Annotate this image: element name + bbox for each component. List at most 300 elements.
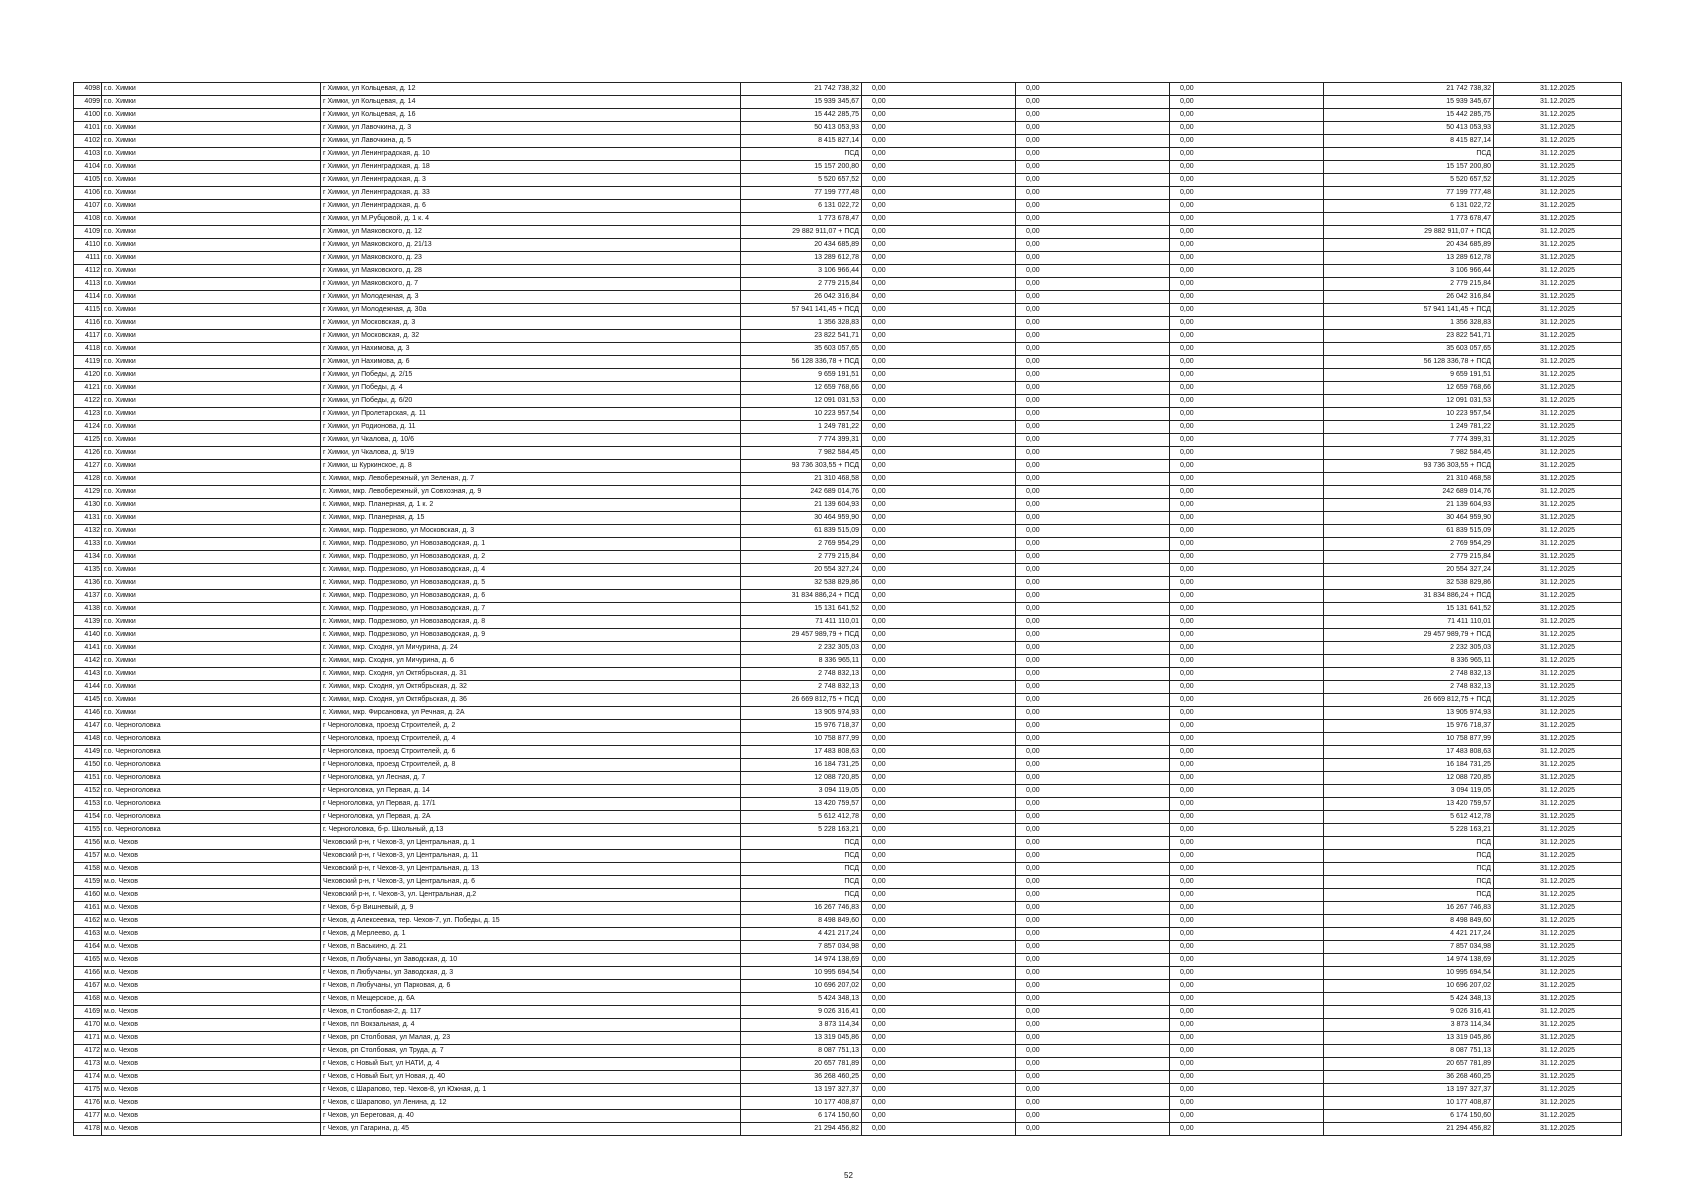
sum-col-3-cell: 0,00 <box>1016 551 1170 564</box>
sum-total-2-cell: 26 042 316,84 <box>1324 291 1494 304</box>
sum-col-2-cell: 0,00 <box>862 135 1016 148</box>
sum-col-3-cell: 0,00 <box>1016 1097 1170 1110</box>
row-number-cell: 4167 <box>74 980 102 993</box>
sum-col-3-cell: 0,00 <box>1016 1084 1170 1097</box>
address-cell: г Химки, ул Нахимова, д. 6 <box>321 356 741 369</box>
municipality-cell: м.о. Чехов <box>102 915 321 928</box>
sum-col-2-cell: 0,00 <box>862 1032 1016 1045</box>
deadline-date-cell: 31.12.2025 <box>1494 421 1622 434</box>
address-cell: г. Химки, мкр. Подрезково, ул Новозаводская, д. 5 <box>321 577 741 590</box>
sum-total-2-cell: 16 267 746,83 <box>1324 902 1494 915</box>
sum-col-2-cell: 0,00 <box>862 434 1016 447</box>
sum-total-2-cell: 13 319 045,86 <box>1324 1032 1494 1045</box>
total-sum-cell: 10 995 694,54 <box>741 967 862 980</box>
sum-col-2-cell: 0,00 <box>862 772 1016 785</box>
row-number-cell: 4101 <box>74 122 102 135</box>
sum-col-4-cell: 0,00 <box>1170 629 1324 642</box>
table-row <box>74 226 1622 239</box>
sum-total-2-cell: 10 223 957,54 <box>1324 408 1494 421</box>
sum-total-2-cell: 2 748 832,13 <box>1324 668 1494 681</box>
sum-total-2-cell: 1 356 328,83 <box>1324 317 1494 330</box>
row-number-cell: 4102 <box>74 135 102 148</box>
row-number-cell: 4117 <box>74 330 102 343</box>
deadline-date-cell: 31.12.2025 <box>1494 330 1622 343</box>
sum-col-4-cell: 0,00 <box>1170 915 1324 928</box>
sum-col-4-cell: 0,00 <box>1170 824 1324 837</box>
address-cell: г Черноголовка, проезд Строителей, д. 8 <box>321 759 741 772</box>
table-row <box>74 434 1622 447</box>
table-row <box>74 798 1622 811</box>
municipality-cell: г.о. Химки <box>102 200 321 213</box>
address-cell: г Химки, ул Родионова, д. 11 <box>321 421 741 434</box>
deadline-date-cell: 31.12.2025 <box>1494 161 1622 174</box>
sum-col-3-cell: 0,00 <box>1016 577 1170 590</box>
address-cell: г Чехов, п Любучаны, ул Заводская, д. 10 <box>321 954 741 967</box>
sum-col-2-cell: 0,00 <box>862 876 1016 889</box>
address-cell: Чеховский р-н, г Чехов-3, ул Центральная, д. 1 <box>321 837 741 850</box>
sum-total-2-cell: 9 026 316,41 <box>1324 1006 1494 1019</box>
sum-col-4-cell: 0,00 <box>1170 434 1324 447</box>
table-row <box>74 1019 1622 1032</box>
total-sum-cell: 2 769 954,29 <box>741 538 862 551</box>
sum-col-3-cell: 0,00 <box>1016 460 1170 473</box>
sum-total-2-cell: ПСД <box>1324 876 1494 889</box>
municipality-cell: г.о. Химки <box>102 135 321 148</box>
sum-col-4-cell: 0,00 <box>1170 460 1324 473</box>
address-cell: г Химки, ул Московская, д. 3 <box>321 317 741 330</box>
sum-col-4-cell: 0,00 <box>1170 135 1324 148</box>
address-cell: г Химки, ул Победы, д. 6/20 <box>321 395 741 408</box>
deadline-date-cell: 31.12.2025 <box>1494 668 1622 681</box>
sum-total-2-cell: ПСД <box>1324 863 1494 876</box>
municipality-cell: г.о. Химки <box>102 616 321 629</box>
total-sum-cell: 12 659 768,66 <box>741 382 862 395</box>
address-cell: г. Химки, мкр. Левобережный, ул Зеленая, д. 7 <box>321 473 741 486</box>
deadline-date-cell: 31.12.2025 <box>1494 122 1622 135</box>
deadline-date-cell: 31.12.2025 <box>1494 369 1622 382</box>
table-row <box>74 252 1622 265</box>
sum-col-4-cell: 0,00 <box>1170 473 1324 486</box>
municipality-cell: г.о. Химки <box>102 213 321 226</box>
row-number-cell: 4119 <box>74 356 102 369</box>
table-row <box>74 343 1622 356</box>
municipality-cell: г.о. Химки <box>102 382 321 395</box>
sum-total-2-cell: 8 498 849,60 <box>1324 915 1494 928</box>
table-row <box>74 577 1622 590</box>
deadline-date-cell: 31.12.2025 <box>1494 1006 1622 1019</box>
municipality-cell: г.о. Черноголовка <box>102 772 321 785</box>
municipality-cell: м.о. Чехов <box>102 1071 321 1084</box>
municipality-cell: г.о. Химки <box>102 434 321 447</box>
deadline-date-cell: 31.12.2025 <box>1494 252 1622 265</box>
sum-col-3-cell: 0,00 <box>1016 824 1170 837</box>
table-row <box>74 941 1622 954</box>
sum-total-2-cell: 2 748 832,13 <box>1324 681 1494 694</box>
total-sum-cell: 9 659 191,51 <box>741 369 862 382</box>
sum-total-2-cell: ПСД <box>1324 850 1494 863</box>
deadline-date-cell: 31.12.2025 <box>1494 1032 1622 1045</box>
deadline-date-cell: 31.12.2025 <box>1494 278 1622 291</box>
row-number-cell: 4142 <box>74 655 102 668</box>
sum-col-3-cell: 0,00 <box>1016 772 1170 785</box>
sum-total-2-cell: ПСД <box>1324 148 1494 161</box>
sum-col-3-cell: 0,00 <box>1016 850 1170 863</box>
deadline-date-cell: 31.12.2025 <box>1494 889 1622 902</box>
municipality-cell: м.о. Чехов <box>102 1045 321 1058</box>
municipality-cell: г.о. Химки <box>102 460 321 473</box>
row-number-cell: 4100 <box>74 109 102 122</box>
sum-col-2-cell: 0,00 <box>862 1045 1016 1058</box>
sum-total-2-cell: 10 995 694,54 <box>1324 967 1494 980</box>
total-sum-cell: 15 976 718,37 <box>741 720 862 733</box>
municipality-cell: г.о. Черноголовка <box>102 720 321 733</box>
data-table <box>73 82 1622 1136</box>
municipality-cell: г.о. Химки <box>102 356 321 369</box>
table-row <box>74 187 1622 200</box>
sum-col-3-cell: 0,00 <box>1016 499 1170 512</box>
municipality-cell: г.о. Химки <box>102 96 321 109</box>
table-row <box>74 122 1622 135</box>
total-sum-cell: 7 774 399,31 <box>741 434 862 447</box>
sum-col-4-cell: 0,00 <box>1170 564 1324 577</box>
sum-col-2-cell: 0,00 <box>862 902 1016 915</box>
sum-col-2-cell: 0,00 <box>862 746 1016 759</box>
table-row <box>74 720 1622 733</box>
sum-col-4-cell: 0,00 <box>1170 707 1324 720</box>
sum-total-2-cell: 6 131 022,72 <box>1324 200 1494 213</box>
table-row <box>74 278 1622 291</box>
sum-total-2-cell: 21 294 456,82 <box>1324 1123 1494 1136</box>
sum-col-2-cell: 0,00 <box>862 1006 1016 1019</box>
municipality-cell: г.о. Химки <box>102 512 321 525</box>
sum-col-2-cell: 0,00 <box>862 252 1016 265</box>
total-sum-cell: 16 267 746,83 <box>741 902 862 915</box>
row-number-cell: 4152 <box>74 785 102 798</box>
municipality-cell: м.о. Чехов <box>102 1006 321 1019</box>
total-sum-cell: 3 094 119,05 <box>741 785 862 798</box>
sum-col-2-cell: 0,00 <box>862 1097 1016 1110</box>
sum-col-4-cell: 0,00 <box>1170 187 1324 200</box>
table-row <box>74 746 1622 759</box>
sum-col-2-cell: 0,00 <box>862 265 1016 278</box>
sum-col-4-cell: 0,00 <box>1170 1045 1324 1058</box>
total-sum-cell: 5 612 412,78 <box>741 811 862 824</box>
municipality-cell: г.о. Химки <box>102 525 321 538</box>
row-number-cell: 4109 <box>74 226 102 239</box>
table-row <box>74 837 1622 850</box>
table-row <box>74 772 1622 785</box>
total-sum-cell: 5 520 657,52 <box>741 174 862 187</box>
sum-col-4-cell: 0,00 <box>1170 122 1324 135</box>
table-row <box>74 213 1622 226</box>
sum-col-4-cell: 0,00 <box>1170 174 1324 187</box>
sum-col-2-cell: 0,00 <box>862 538 1016 551</box>
sum-col-2-cell: 0,00 <box>862 759 1016 772</box>
table-row <box>74 1071 1622 1084</box>
sum-col-3-cell: 0,00 <box>1016 395 1170 408</box>
municipality-cell: м.о. Чехов <box>102 1032 321 1045</box>
sum-col-4-cell: 0,00 <box>1170 1019 1324 1032</box>
municipality-cell: г.о. Химки <box>102 265 321 278</box>
address-cell: г. Химки, мкр. Сходня, ул Октябрьская, д. 32 <box>321 681 741 694</box>
row-number-cell: 4170 <box>74 1019 102 1032</box>
address-cell: г Химки, ул Лавочкина, д. 5 <box>321 135 741 148</box>
sum-col-3-cell: 0,00 <box>1016 642 1170 655</box>
address-cell: г Химки, ул Кольцевая, д. 16 <box>321 109 741 122</box>
sum-col-2-cell: 0,00 <box>862 395 1016 408</box>
row-number-cell: 4110 <box>74 239 102 252</box>
municipality-cell: г.о. Химки <box>102 343 321 356</box>
total-sum-cell: 7 982 584,45 <box>741 447 862 460</box>
sum-col-3-cell: 0,00 <box>1016 200 1170 213</box>
sum-col-2-cell: 0,00 <box>862 668 1016 681</box>
total-sum-cell: 32 538 829,86 <box>741 577 862 590</box>
deadline-date-cell: 31.12.2025 <box>1494 135 1622 148</box>
sum-col-3-cell: 0,00 <box>1016 1123 1170 1136</box>
municipality-cell: г.о. Черноголовка <box>102 811 321 824</box>
sum-col-3-cell: 0,00 <box>1016 564 1170 577</box>
total-sum-cell: 21 310 468,58 <box>741 473 862 486</box>
sum-col-4-cell: 0,00 <box>1170 733 1324 746</box>
sum-col-3-cell: 0,00 <box>1016 525 1170 538</box>
sum-col-4-cell: 0,00 <box>1170 980 1324 993</box>
sum-col-3-cell: 0,00 <box>1016 980 1170 993</box>
sum-col-4-cell: 0,00 <box>1170 161 1324 174</box>
deadline-date-cell: 31.12.2025 <box>1494 200 1622 213</box>
sum-col-4-cell: 0,00 <box>1170 486 1324 499</box>
table-row <box>74 681 1622 694</box>
sum-col-2-cell: 0,00 <box>862 369 1016 382</box>
row-number-cell: 4178 <box>74 1123 102 1136</box>
sum-total-2-cell: 29 457 989,79 + ПСД <box>1324 629 1494 642</box>
total-sum-cell: 31 834 886,24 + ПСД <box>741 590 862 603</box>
sum-total-2-cell: 21 742 738,32 <box>1324 83 1494 96</box>
address-cell: г. Химки, мкр. Сходня, ул Мичурина, д. 24 <box>321 642 741 655</box>
municipality-cell: м.о. Чехов <box>102 1097 321 1110</box>
address-cell: г. Химки, мкр. Подрезково, ул Новозаводская, д. 6 <box>321 590 741 603</box>
total-sum-cell: 21 139 604,93 <box>741 499 862 512</box>
deadline-date-cell: 31.12.2025 <box>1494 863 1622 876</box>
sum-col-4-cell: 0,00 <box>1170 395 1324 408</box>
table-row <box>74 733 1622 746</box>
address-cell: г Чехов, д Алексеевка, тер. Чехов-7, ул. Победы, д. 15 <box>321 915 741 928</box>
address-cell: г Черноголовка, проезд Строителей, д. 4 <box>321 733 741 746</box>
sum-col-3-cell: 0,00 <box>1016 863 1170 876</box>
sum-total-2-cell: 13 289 612,78 <box>1324 252 1494 265</box>
sum-total-2-cell: 20 657 781,89 <box>1324 1058 1494 1071</box>
sum-col-2-cell: 0,00 <box>862 629 1016 642</box>
sum-col-4-cell: 0,00 <box>1170 382 1324 395</box>
row-number-cell: 4135 <box>74 564 102 577</box>
table-row <box>74 408 1622 421</box>
sum-total-2-cell: 21 310 468,58 <box>1324 473 1494 486</box>
sum-col-3-cell: 0,00 <box>1016 174 1170 187</box>
municipality-cell: г.о. Химки <box>102 421 321 434</box>
address-cell: г Химки, ул Кольцевая, д. 12 <box>321 83 741 96</box>
sum-col-3-cell: 0,00 <box>1016 993 1170 1006</box>
row-number-cell: 4113 <box>74 278 102 291</box>
total-sum-cell: 9 026 316,41 <box>741 1006 862 1019</box>
table-row <box>74 564 1622 577</box>
table-row <box>74 707 1622 720</box>
sum-col-4-cell: 0,00 <box>1170 902 1324 915</box>
row-number-cell: 4129 <box>74 486 102 499</box>
deadline-date-cell: 31.12.2025 <box>1494 499 1622 512</box>
address-cell: г Черноголовка, ул Первая, д. 17/1 <box>321 798 741 811</box>
address-cell: г. Химки, мкр. Подрезково, ул Московская, д. 3 <box>321 525 741 538</box>
address-cell: г Химки, ул Московская, д. 32 <box>321 330 741 343</box>
municipality-cell: г.о. Химки <box>102 278 321 291</box>
row-number-cell: 4174 <box>74 1071 102 1084</box>
total-sum-cell: ПСД <box>741 889 862 902</box>
table-row <box>74 382 1622 395</box>
municipality-cell: г.о. Химки <box>102 291 321 304</box>
sum-col-3-cell: 0,00 <box>1016 291 1170 304</box>
deadline-date-cell: 31.12.2025 <box>1494 590 1622 603</box>
table-row <box>74 486 1622 499</box>
deadline-date-cell: 31.12.2025 <box>1494 850 1622 863</box>
table-row <box>74 304 1622 317</box>
sum-total-2-cell: 29 882 911,07 + ПСД <box>1324 226 1494 239</box>
sum-col-4-cell: 0,00 <box>1170 226 1324 239</box>
sum-col-3-cell: 0,00 <box>1016 486 1170 499</box>
row-number-cell: 4158 <box>74 863 102 876</box>
address-cell: г. Химки, мкр. Левобережный, ул Совхозная, д. 9 <box>321 486 741 499</box>
total-sum-cell: 61 839 515,09 <box>741 525 862 538</box>
sum-total-2-cell: 15 131 641,52 <box>1324 603 1494 616</box>
address-cell: г. Химки, мкр. Сходня, ул Мичурина, д. 6 <box>321 655 741 668</box>
sum-col-2-cell: 0,00 <box>862 850 1016 863</box>
municipality-cell: м.о. Чехов <box>102 967 321 980</box>
address-cell: г Черноголовка, ул Первая, д. 2А <box>321 811 741 824</box>
address-cell: г Химки, ул Ленинградская, д. 6 <box>321 200 741 213</box>
sum-col-2-cell: 0,00 <box>862 954 1016 967</box>
deadline-date-cell: 31.12.2025 <box>1494 954 1622 967</box>
sum-col-4-cell: 0,00 <box>1170 343 1324 356</box>
municipality-cell: г.о. Химки <box>102 590 321 603</box>
municipality-cell: м.о. Чехов <box>102 850 321 863</box>
address-cell: г Чехов, с Новый Быт, ул НАТИ, д. 4 <box>321 1058 741 1071</box>
deadline-date-cell: 31.12.2025 <box>1494 915 1622 928</box>
address-cell: г Химки, ул Маяковского, д. 28 <box>321 265 741 278</box>
deadline-date-cell: 31.12.2025 <box>1494 265 1622 278</box>
total-sum-cell: 10 758 877,99 <box>741 733 862 746</box>
sum-col-4-cell: 0,00 <box>1170 577 1324 590</box>
sum-col-3-cell: 0,00 <box>1016 278 1170 291</box>
total-sum-cell: 29 457 989,79 + ПСД <box>741 629 862 642</box>
deadline-date-cell: 31.12.2025 <box>1494 837 1622 850</box>
municipality-cell: м.о. Чехов <box>102 889 321 902</box>
total-sum-cell: 2 748 832,13 <box>741 668 862 681</box>
sum-col-4-cell: 0,00 <box>1170 1071 1324 1084</box>
row-number-cell: 4140 <box>74 629 102 642</box>
address-cell: г. Химки, мкр. Планерная, д. 15 <box>321 512 741 525</box>
sum-col-3-cell: 0,00 <box>1016 733 1170 746</box>
total-sum-cell: 21 294 456,82 <box>741 1123 862 1136</box>
sum-total-2-cell: 12 088 720,85 <box>1324 772 1494 785</box>
sum-total-2-cell: 2 779 215,84 <box>1324 551 1494 564</box>
municipality-cell: м.о. Чехов <box>102 876 321 889</box>
sum-col-3-cell: 0,00 <box>1016 304 1170 317</box>
table-row <box>74 538 1622 551</box>
sum-col-2-cell: 0,00 <box>862 447 1016 460</box>
address-cell: г. Химки, мкр. Подрезково, ул Новозаводская, д. 9 <box>321 629 741 642</box>
municipality-cell: г.о. Химки <box>102 694 321 707</box>
row-number-cell: 4120 <box>74 369 102 382</box>
sum-col-3-cell: 0,00 <box>1016 408 1170 421</box>
sum-col-2-cell: 0,00 <box>862 928 1016 941</box>
sum-col-3-cell: 0,00 <box>1016 759 1170 772</box>
sum-col-4-cell: 0,00 <box>1170 850 1324 863</box>
table-row <box>74 928 1622 941</box>
total-sum-cell: 20 657 781,89 <box>741 1058 862 1071</box>
sum-total-2-cell: 32 538 829,86 <box>1324 577 1494 590</box>
row-number-cell: 4154 <box>74 811 102 824</box>
row-number-cell: 4176 <box>74 1097 102 1110</box>
table-row <box>74 915 1622 928</box>
total-sum-cell: 1 356 328,83 <box>741 317 862 330</box>
address-cell: г Чехов, д Мерлеево, д. 1 <box>321 928 741 941</box>
table-row <box>74 954 1622 967</box>
sum-col-4-cell: 0,00 <box>1170 551 1324 564</box>
deadline-date-cell: 31.12.2025 <box>1494 1123 1622 1136</box>
municipality-cell: г.о. Химки <box>102 681 321 694</box>
table-row <box>74 850 1622 863</box>
sum-col-4-cell: 0,00 <box>1170 148 1324 161</box>
sum-total-2-cell: 1 773 678,47 <box>1324 213 1494 226</box>
municipality-cell: г.о. Химки <box>102 473 321 486</box>
address-cell: г Химки, ул Ленинградская, д. 10 <box>321 148 741 161</box>
sum-total-2-cell: 12 659 768,66 <box>1324 382 1494 395</box>
table-row <box>74 1097 1622 1110</box>
row-number-cell: 4155 <box>74 824 102 837</box>
sum-total-2-cell: 8 087 751,13 <box>1324 1045 1494 1058</box>
deadline-date-cell: 31.12.2025 <box>1494 681 1622 694</box>
sum-col-2-cell: 0,00 <box>862 304 1016 317</box>
address-cell: г Химки, ул Чкалова, д. 9/19 <box>321 447 741 460</box>
total-sum-cell: ПСД <box>741 837 862 850</box>
deadline-date-cell: 31.12.2025 <box>1494 148 1622 161</box>
deadline-date-cell: 31.12.2025 <box>1494 707 1622 720</box>
row-number-cell: 4177 <box>74 1110 102 1123</box>
municipality-cell: г.о. Химки <box>102 161 321 174</box>
total-sum-cell: 12 088 720,85 <box>741 772 862 785</box>
sum-col-2-cell: 0,00 <box>862 161 1016 174</box>
sum-col-3-cell: 0,00 <box>1016 590 1170 603</box>
sum-total-2-cell: 242 689 014,76 <box>1324 486 1494 499</box>
sum-col-3-cell: 0,00 <box>1016 122 1170 135</box>
sum-col-2-cell: 0,00 <box>862 486 1016 499</box>
total-sum-cell: 7 857 034,98 <box>741 941 862 954</box>
table-body <box>74 83 1622 1136</box>
table-row <box>74 96 1622 109</box>
sum-col-3-cell: 0,00 <box>1016 967 1170 980</box>
sum-col-3-cell: 0,00 <box>1016 1071 1170 1084</box>
sum-col-3-cell: 0,00 <box>1016 889 1170 902</box>
sum-col-4-cell: 0,00 <box>1170 278 1324 291</box>
total-sum-cell: 5 228 163,21 <box>741 824 862 837</box>
address-cell: г Чехов, п Столбовая-2, д. 117 <box>321 1006 741 1019</box>
row-number-cell: 4134 <box>74 551 102 564</box>
sum-col-3-cell: 0,00 <box>1016 1045 1170 1058</box>
sum-col-2-cell: 0,00 <box>862 1110 1016 1123</box>
municipality-cell: м.о. Чехов <box>102 980 321 993</box>
sum-total-2-cell: 2 769 954,29 <box>1324 538 1494 551</box>
sum-total-2-cell: 2 232 305,03 <box>1324 642 1494 655</box>
sum-col-4-cell: 0,00 <box>1170 954 1324 967</box>
municipality-cell: г.о. Химки <box>102 187 321 200</box>
row-number-cell: 4099 <box>74 96 102 109</box>
